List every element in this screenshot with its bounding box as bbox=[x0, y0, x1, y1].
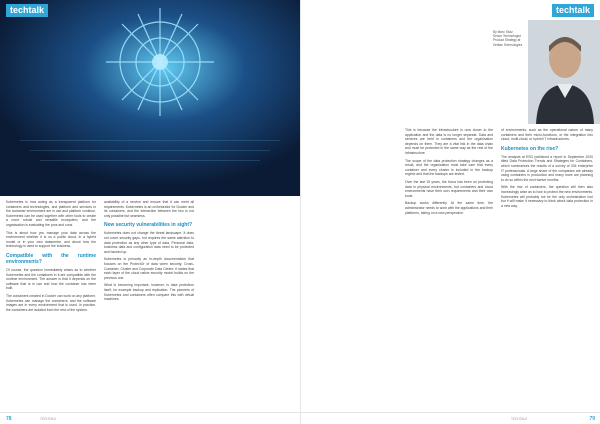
page-number: 78 bbox=[6, 416, 12, 422]
body-paragraph: The scope of the data protection strategy changes as a result, and the organisation must take care that every container and every cluster is included in the backup regime and that the backups are tested. bbox=[405, 158, 493, 177]
footer-label: TECHTALK bbox=[511, 417, 528, 421]
page-number: 79 bbox=[589, 416, 595, 422]
hero-image bbox=[0, 0, 300, 196]
body-paragraph: The containers created in Docker can work on any platform. Kubernetes can manage the containers, and the software images are in every environment that is used. In practice, the containers are isolated from the rest of the system. bbox=[6, 293, 96, 312]
caption-line: Senior Technologist bbox=[493, 34, 521, 39]
left-column-2 bbox=[104, 200, 194, 305]
brand-logo: techtalk bbox=[6, 4, 48, 17]
left-footer bbox=[0, 412, 300, 424]
section-heading: Compatible with the runtime environments? bbox=[6, 252, 96, 265]
caption-line: Veritas Technologies bbox=[493, 42, 523, 47]
right-footer bbox=[301, 412, 600, 424]
author-caption bbox=[493, 30, 527, 47]
body-paragraph: Of course, the question immediately arises as to whether Kubernetes and the containers in it are compatible with the runtime environment. The answer is that it depends on the software that is in use and how the container has been built. bbox=[6, 267, 96, 291]
body-paragraph: What is becoming important, however, is data protection itself, for example backup and replication. The pioneers of Kubernetes and containers often compare this with virtual machines. bbox=[104, 283, 194, 302]
body-paragraph: of environments, such as the operational nature of many containers and their micro-functions, or the integration into cloud, multi-cloud, or hybrid IT infrastructures. bbox=[501, 128, 593, 142]
body-paragraph: Kubernetes does not change the threat landscape. It does not cover security gaps, but requires the same attention to data protection as any other type of data. Personal data, business data and configuration data need to be protected and backed up. bbox=[104, 231, 194, 254]
caption-line: Product Strategy at bbox=[493, 38, 521, 43]
body-paragraph: This is because the infrastructure is now closer to the application and the data is no longer separate. Data and services are held in containers and the organisation depends on them. They are a vital link in the data chain and must be protected in the same way as the rest of the infrastructure. bbox=[405, 128, 493, 155]
body-paragraph: With the rise of containers, the question will then also increasingly arise as to how to protect the new environments. Kubernetes will probably not be the only orchestration tool but it will make it necessary to think about data protection in a new way. bbox=[501, 185, 593, 208]
caption-line: By Marc Stolz bbox=[493, 30, 513, 34]
right-page bbox=[300, 0, 600, 424]
body-paragraph: Kubernetes is primarily an in-depth documentation that focuses on the ProtectOr of data when security, Cross-Container, Cluster and Corporate Data Centre. It states that each layer of the cloud native security model builds on the previous one. bbox=[104, 257, 194, 280]
section-heading: Kubernetes on the rise? bbox=[501, 145, 559, 152]
footer-label: TECHTALK bbox=[40, 417, 57, 421]
body-paragraph: Backup works differently. At the same time, the administrator needs to work with the applications and their platforms, taking on a new perspective. bbox=[405, 201, 493, 215]
right-column-2 bbox=[501, 128, 593, 211]
right-column-1 bbox=[405, 128, 493, 218]
left-column-1 bbox=[6, 200, 96, 315]
body-paragraph: Over the last 15 years, the focus has been on protecting data in physical environments, but containers and cloud environments have their own requirements and their own tools. bbox=[405, 179, 493, 198]
body-paragraph: availability of a service and ensure that it can meet all requirements. Kubernetes is an orchestrator for Docker and its containers, and the interaction between the two is not only possible but seamless. bbox=[104, 200, 194, 218]
portrait-illustration bbox=[528, 20, 600, 124]
body-paragraph: The analysts at ESG published a report in September 2020 titled Data Protection Trends and Strategies for Containers, which summarises the results of a survey of 334 enterprise IT professionals. A large share of the companies are already using containers in production and many more are planning to do so within the next twelve months. bbox=[501, 154, 593, 182]
section-heading: New security vulnerabilities in sight? bbox=[104, 222, 193, 229]
ship-wheel-illustration bbox=[0, 0, 300, 196]
author-photo bbox=[528, 20, 600, 124]
body-paragraph: This is about how you manage your data across the environment whether it is on a public cloud, in a hybrid model or in your own datacentre, and about how the technology is used to support the business. bbox=[6, 230, 96, 249]
brand-logo: techtalk bbox=[552, 4, 594, 17]
body-paragraph: Kubernetes is now acting as a transparent platform for containers and technologies, and platform and services in the container environment are in use and platform continue. Kubernetes can be used together with other tools to create a more robust and versatile ecosystem, and the organisation is evaluating the pros and cons. bbox=[6, 200, 96, 227]
